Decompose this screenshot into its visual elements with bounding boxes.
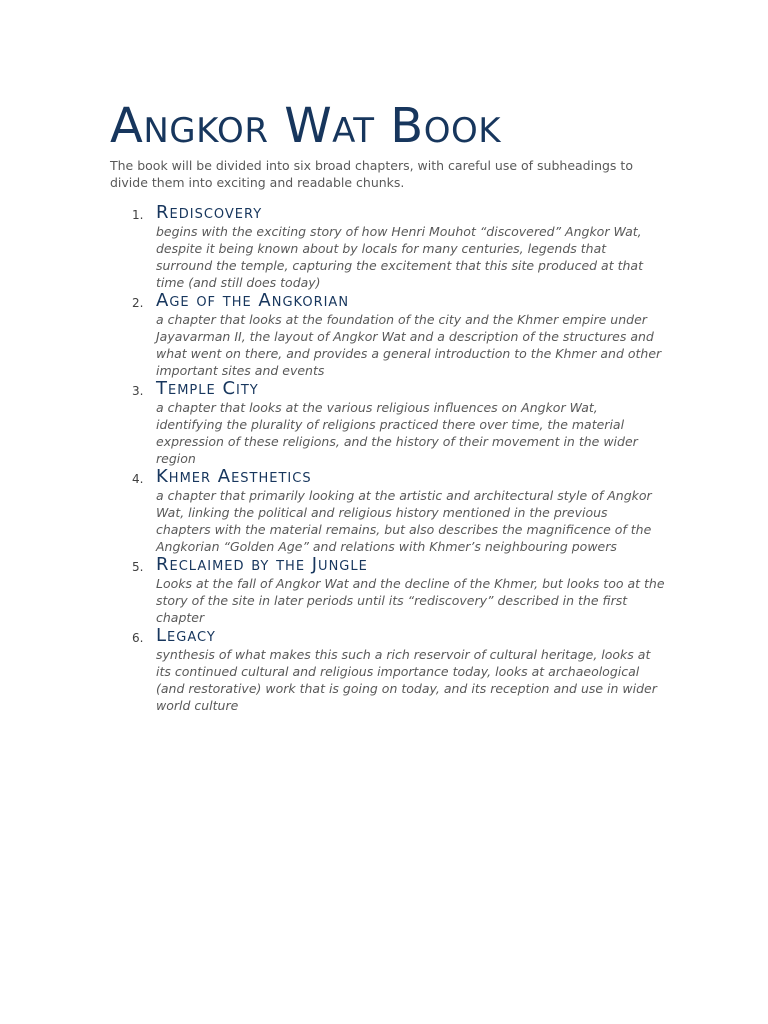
- chapter-item-reclaimed-by-the-jungle: [110, 555, 670, 626]
- chapter-number: 1.: [132, 208, 144, 222]
- document-title: Angkor Wat Book: [110, 98, 502, 154]
- chapter-description: a chapter that looks at the foundation of the city and the Khmer empire under Jayavarman II, the layout of Angkor Wat and a description of the structures and what went on there, and provides a general introduction to the Khmer and other important sites and events: [156, 312, 662, 378]
- chapter-item-rediscovery: [110, 203, 670, 291]
- chapter-item-temple-city: [110, 379, 670, 467]
- chapter-heading: Legacy: [156, 625, 216, 646]
- chapter-number: 2.: [132, 296, 144, 310]
- chapter-heading: Temple City: [156, 378, 259, 399]
- chapter-description: Looks at the fall of Angkor Wat and the decline of the Khmer, but looks too at the story of the site in later periods until its “rediscovery” described in the first chapter: [156, 576, 665, 625]
- chapter-item-age-of-the-angkorian: [110, 291, 670, 379]
- chapter-heading: Age of the Angkorian: [156, 290, 350, 311]
- chapter-list: [110, 203, 670, 714]
- chapter-description: begins with the exciting story of how Henri Mouhot “discovered” Angkor Wat, despite it being known about by locals for many centuries, legends that surround the temple, capturing the excitement that this site produced at that time (and still does today): [156, 224, 643, 290]
- intro-paragraph: The book will be divided into six broad chapters, with careful use of subheadings to divide them into exciting and readable chunks.: [110, 158, 633, 190]
- chapter-item-legacy: [110, 626, 670, 714]
- chapter-number: 4.: [132, 472, 144, 486]
- chapter-description: a chapter that looks at the various religious influences on Angkor Wat, identifying the plurality of religions practiced there over time, the material expression of these religions, and the history of their movement in the wider region: [156, 400, 638, 466]
- chapter-item-khmer-aesthetics: [110, 467, 670, 555]
- chapter-number: 5.: [132, 560, 144, 574]
- chapter-number: 6.: [132, 631, 144, 645]
- chapter-heading: Reclaimed by the Jungle: [156, 554, 368, 575]
- chapter-heading: Khmer Aesthetics: [156, 466, 312, 487]
- chapter-description: a chapter that primarily looking at the artistic and architectural style of Angkor Wat, linking the political and religious history mentioned in the previous chapters with the material remains, but also describes the magnificence of the Angkorian “Golden Age” and relations with Khmer’s neighbouring powers: [156, 488, 652, 554]
- chapter-number: 3.: [132, 384, 144, 398]
- chapter-heading: Rediscovery: [156, 202, 263, 223]
- chapter-description: synthesis of what makes this such a rich reservoir of cultural heritage, looks at its continued cultural and religious importance today, looks at archaeological (and restorative) work that is going on today, and its reception and use in wider world culture: [156, 647, 657, 713]
